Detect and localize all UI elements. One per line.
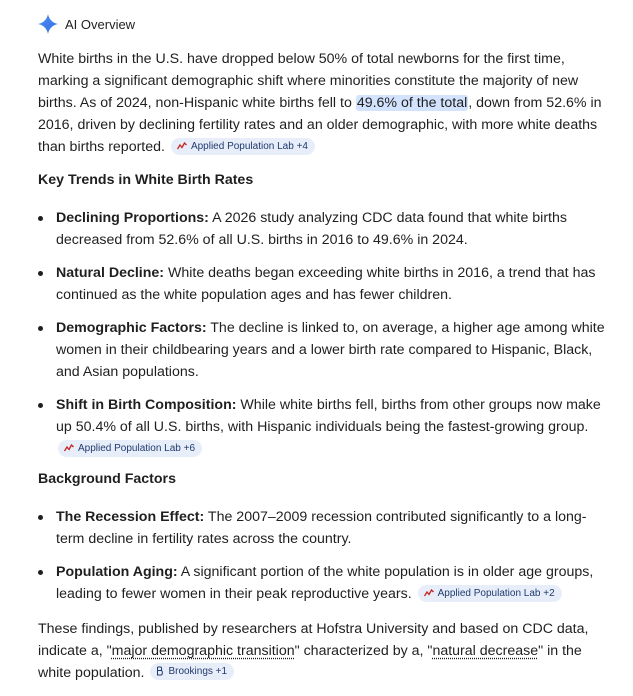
list-item-text: The 2007–2009 recession contributed significantly to a long-term decline in fertility rates across the country. — [56, 509, 587, 547]
highlighted-text[interactable]: 49.6% of the total — [356, 95, 468, 111]
list-item-text: A 2026 study analyzing CDC data found that white births decreased from 52.6% of all U.S. births in 2016 to 49.6% in 2024. — [56, 210, 567, 248]
term-link-natural-decrease[interactable]: natural decrease — [432, 643, 539, 659]
list-item — [38, 207, 608, 251]
intro-text: White births in the U.S. have dropped below 50% of total newborns for the first time, marking a significant demographic shift where minorities constitute the majority of new births. As of 2024, non-Hispanic white births fell to — [38, 51, 579, 111]
citation-label: Applied Population Lab +4 — [190, 140, 308, 152]
ai-overview-header — [38, 12, 135, 36]
list-item-text: The decline is linked to, on average, a higher age among white women in their childbearing years and a lower birth rate compared to Hispanic, Black, and Asian populations. — [56, 320, 605, 380]
list-item — [38, 561, 608, 605]
term-link-major-demographic-transition[interactable]: major demographic transition — [111, 643, 295, 659]
citation-label: Applied Population Lab +6 — [78, 442, 196, 454]
key-trends-list — [38, 207, 608, 471]
list-item-term: Natural Decline: — [56, 265, 165, 281]
list-item — [38, 394, 608, 460]
list-item-term: Demographic Factors: — [56, 320, 207, 336]
citation-chip[interactable] — [171, 138, 315, 155]
outro-text: These findings, published by researchers at Hofstra University and based on CDC data, indicate a, " — [38, 621, 589, 659]
citation-chip[interactable] — [150, 663, 234, 680]
outro-text: " in the white population. — [38, 643, 582, 681]
citation-label: Applied Population Lab +2 — [437, 587, 555, 599]
ai-overview-title: AI Overview — [65, 16, 136, 32]
list-item-term: The Recession Effect: — [56, 509, 205, 525]
intro-text-after: , down from 52.6% in 2016, driven by declining fertility rates and an older demographic, with more white deaths than births reported. — [38, 95, 602, 155]
list-item-text: A significant portion of the white population is in older age groups, leading to fewer women in their peak reproductive years. — [56, 564, 594, 602]
section-heading-background: Background Factors — [38, 471, 176, 487]
source-trend-icon — [177, 142, 187, 150]
list-item — [38, 506, 608, 550]
list-item-text: While white births fell, births from other groups now make up 50.4% of all U.S. births, with Hispanic individuals being the fastest-growing group. — [56, 397, 601, 435]
background-factors-list — [38, 506, 608, 616]
citation-chip[interactable] — [418, 585, 562, 602]
list-item — [38, 262, 608, 306]
source-trend-icon — [64, 444, 74, 452]
source-trend-icon — [424, 589, 434, 597]
citation-chip[interactable] — [58, 440, 202, 457]
list-item-term: Declining Proportions: — [56, 210, 209, 226]
brookings-logo-icon — [156, 666, 164, 676]
intro-paragraph — [38, 48, 608, 158]
list-item — [38, 317, 608, 383]
outro-text: " characterized by a, " — [294, 643, 433, 659]
list-item-term: Shift in Birth Composition: — [56, 397, 237, 413]
sparkle-icon — [38, 14, 58, 34]
list-item-term: Population Aging: — [56, 564, 178, 580]
list-item-text: White deaths began exceeding white births in 2016, a trend that has continued as the white population ages and has fewer children. — [56, 265, 596, 303]
outro-paragraph — [38, 618, 608, 684]
section-heading-key-trends: Key Trends in White Birth Rates — [38, 172, 254, 188]
citation-label: Brookings +1 — [168, 665, 228, 677]
